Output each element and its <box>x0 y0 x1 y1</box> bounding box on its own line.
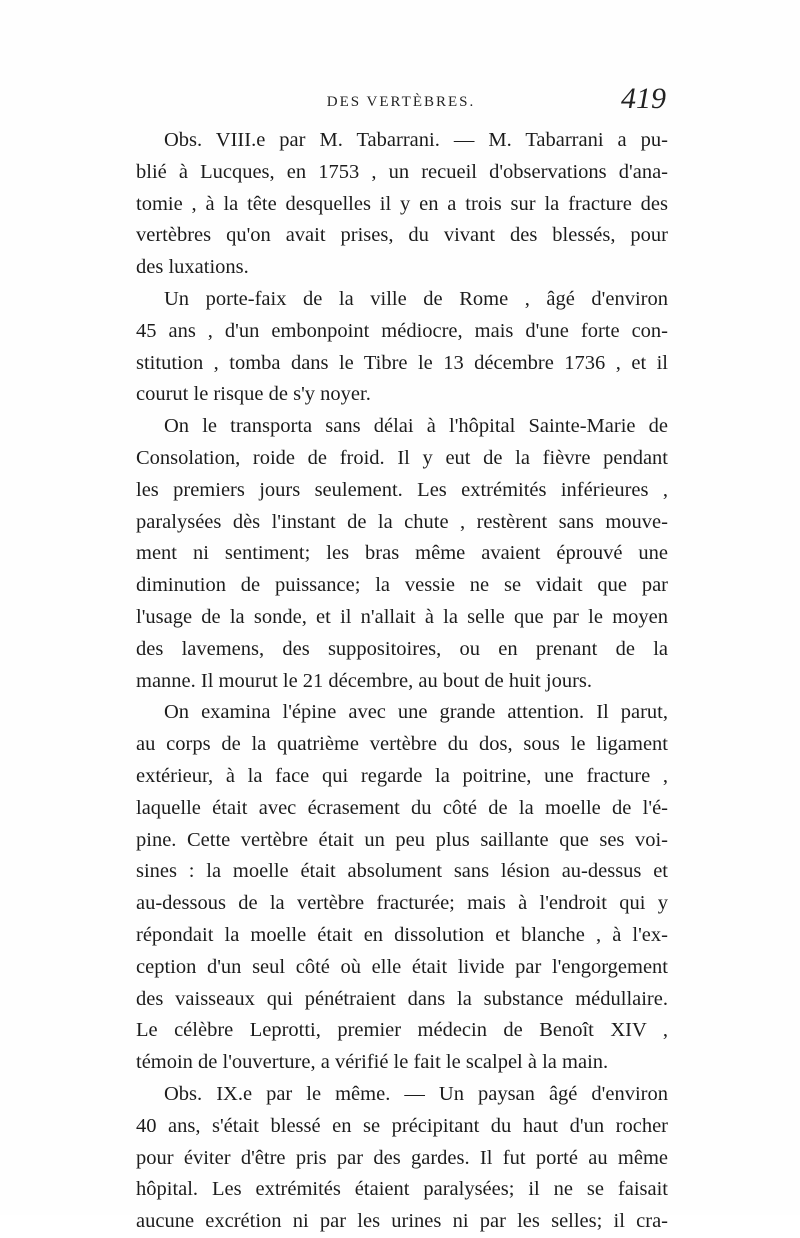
body-text <box>136 125 668 1238</box>
text-line: pine. Cette vertèbre était un peu plus saillante que ses voi- <box>136 828 668 851</box>
text-line: On examina l'épine avec une grande attention. Il parut, <box>164 701 668 724</box>
page-number: 419 <box>621 82 666 115</box>
text-line: répondait la moelle était en dissolution et blanche , à l'ex- <box>136 923 668 946</box>
text-line: 40 ans, s'était blessé en se précipitant du haut d'un rocher <box>136 1114 668 1137</box>
text-line: les premiers jours seulement. Les extrémités inférieures , <box>136 478 668 501</box>
text-line: aucune excrétion ni par les urines ni par les selles; il cra- <box>136 1210 668 1233</box>
text-line: Consolation, roide de froid. Il y eut de la fièvre pendant <box>136 446 668 469</box>
text-line: paralysées dès l'instant de la chute , restèrent sans mouve- <box>136 510 668 533</box>
running-title: DES VERTÈBRES. <box>326 94 476 110</box>
text-line: laquelle était avec écrasement du côté de la moelle de l'é- <box>136 796 668 819</box>
text-line: témoin de l'ouverture, a vérifié le fait le scalpel à la main. <box>136 1051 609 1074</box>
text-line: courut le risque de s'y noyer. <box>136 383 371 406</box>
text-line: l'usage de la sonde, et il n'allait à la selle que par le moyen <box>136 605 668 628</box>
text-line: Un porte-faix de la ville de Rome , âgé d'environ <box>164 287 668 310</box>
text-line: des luxations. <box>136 256 249 279</box>
text-line: blié à Lucques, en 1753 , un recueil d'observations d'ana- <box>136 160 668 183</box>
text-line: au-dessous de la vertèbre fracturée; mais à l'endroit qui y <box>136 892 668 915</box>
text-line: vertèbres qu'on avait prises, du vivant des blessés, pour <box>136 224 668 247</box>
text-line: On le transporta sans délai à l'hôpital Sainte-Marie de <box>164 415 668 438</box>
text-line: au corps de la quatrième vertèbre du dos, sous le ligament <box>136 733 668 756</box>
text-line: ception d'un seul côté où elle était livide par l'engorgement <box>136 955 668 978</box>
text-line: ment ni sentiment; les bras même avaient éprouvé une <box>136 542 668 565</box>
text-line: pour éviter d'être pris par des gardes. Il fut porté au même <box>136 1146 668 1169</box>
running-header <box>136 82 666 118</box>
text-line: 45 ans , d'un embonpoint médiocre, mais d'une forte con- <box>136 319 668 342</box>
text-line: Obs. VIII.e par M. Tabarrani. — M. Tabarrani a pu- <box>164 129 668 151</box>
text-line: diminution de puissance; la vessie ne se vidait que par <box>136 574 668 597</box>
text-line: des lavemens, des suppositoires, ou en prenant de la <box>136 637 668 660</box>
text-line: Le célèbre Leprotti, premier médecin de Benoît XIV , <box>136 1019 668 1042</box>
text-line: hôpital. Les extrémités étaient paralysées; il ne se faisait <box>136 1178 668 1201</box>
text-line: Obs. IX.e par le même. — Un paysan âgé d'environ <box>164 1082 668 1105</box>
text-line: extérieur, à la face qui regarde la poitrine, une fracture , <box>136 764 668 787</box>
text-line: des vaisseaux qui pénétraient dans la substance médullaire. <box>136 987 668 1010</box>
text-line: stitution , tomba dans le Tibre le 13 décembre 1736 , et il <box>136 351 668 374</box>
text-line: tomie , à la tête desquelles il y en a trois sur la fracture des <box>136 192 668 215</box>
text-line: manne. Il mourut le 21 décembre, au bout de huit jours. <box>136 669 593 692</box>
text-line: sines : la moelle était absolument sans lésion au-dessus et <box>136 860 668 883</box>
